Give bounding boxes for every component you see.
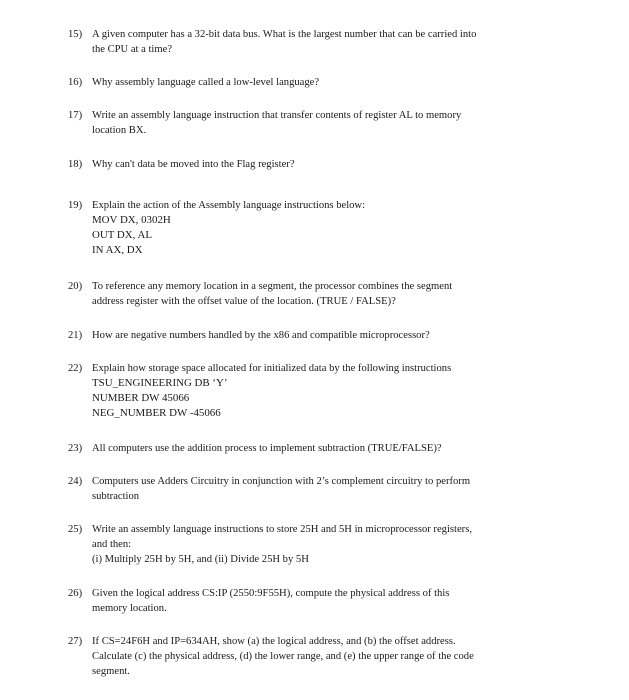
question-text: memory location. bbox=[92, 603, 167, 614]
question-number: 25) bbox=[68, 524, 83, 535]
question-text: location BX. bbox=[92, 125, 147, 136]
question-subpart: (i) Multiply 25H by 5H, and (ii) Divide 25H by 5H bbox=[92, 554, 309, 565]
question-number: 26) bbox=[68, 588, 83, 599]
question-text: and then: bbox=[92, 539, 132, 550]
question-number: 20) bbox=[68, 281, 83, 292]
question-text: If CS=24F6H and IP=634AH, show (a) the logical address, and (b) the offset address. bbox=[92, 636, 456, 647]
question-text: Explain how storage space allocated for initialized data by the following instructions bbox=[92, 363, 452, 374]
code-line: OUT DX, AL bbox=[92, 229, 152, 241]
question-23 bbox=[68, 441, 559, 456]
question-17 bbox=[68, 108, 559, 138]
question-text: Explain the action of the Assembly language instructions below: bbox=[92, 200, 366, 211]
question-text: To reference any memory location in a segment, the processor combines the segment bbox=[92, 281, 453, 292]
question-text: segment. bbox=[92, 666, 130, 677]
question-number: 16) bbox=[68, 77, 83, 88]
question-text: Given the logical address CS:IP (2550:9F55H), compute the physical address of this bbox=[92, 588, 450, 599]
question-text: Computers use Adders Circuitry in conjunction with 2’s complement circuitry to perform bbox=[92, 476, 471, 487]
code-line: NUMBER DW 45066 bbox=[92, 392, 190, 404]
code-line: TSU_ENGINEERING DB ‘Y’ bbox=[92, 377, 228, 389]
question-text: All computers use the addition process to implement subtraction (TRUE/FALSE)? bbox=[92, 443, 442, 454]
question-text: Calculate (c) the physical address, (d) the lower range, and (e) the upper range of the code bbox=[92, 651, 474, 662]
question-20 bbox=[68, 279, 559, 309]
question-21 bbox=[68, 328, 559, 343]
question-number: 24) bbox=[68, 476, 83, 487]
question-number: 17) bbox=[68, 110, 83, 121]
question-text: address register with the offset value of the location. (TRUE / FALSE)? bbox=[92, 296, 396, 307]
question-19 bbox=[68, 198, 559, 258]
question-number: 23) bbox=[68, 443, 83, 454]
question-number: 21) bbox=[68, 330, 83, 341]
code-line: NEG_NUMBER DW -45066 bbox=[92, 407, 221, 419]
question-number: 15) bbox=[68, 29, 83, 40]
question-text: Write an assembly language instruction that transfer contents of register AL to memory bbox=[92, 110, 462, 121]
code-line: IN AX, DX bbox=[92, 244, 143, 256]
question-24 bbox=[68, 474, 559, 504]
question-number: 19) bbox=[68, 200, 83, 211]
question-text: Why can't data be moved into the Flag register? bbox=[92, 159, 295, 170]
question-number: 22) bbox=[68, 363, 83, 374]
question-text: Why assembly language called a low-level language? bbox=[92, 77, 320, 88]
question-18 bbox=[68, 157, 559, 172]
code-line: MOV DX, 0302H bbox=[92, 214, 171, 226]
question-number: 27) bbox=[68, 636, 83, 647]
question-number: 18) bbox=[68, 159, 83, 170]
question-text: How are negative numbers handled by the x86 and compatible microprocessor? bbox=[92, 330, 430, 341]
question-text: subtraction bbox=[92, 491, 140, 502]
question-text: A given computer has a 32-bit data bus. What is the largest number that can be carried into bbox=[92, 29, 477, 40]
question-15 bbox=[68, 27, 559, 57]
question-16 bbox=[68, 75, 559, 90]
question-text: Write an assembly language instructions to store 25H and 5H in microprocessor registers, bbox=[92, 524, 472, 535]
question-25 bbox=[68, 522, 559, 567]
question-27 bbox=[68, 634, 559, 679]
question-text: the CPU at a time? bbox=[92, 44, 173, 55]
question-22 bbox=[68, 361, 559, 421]
question-26 bbox=[68, 586, 559, 616]
